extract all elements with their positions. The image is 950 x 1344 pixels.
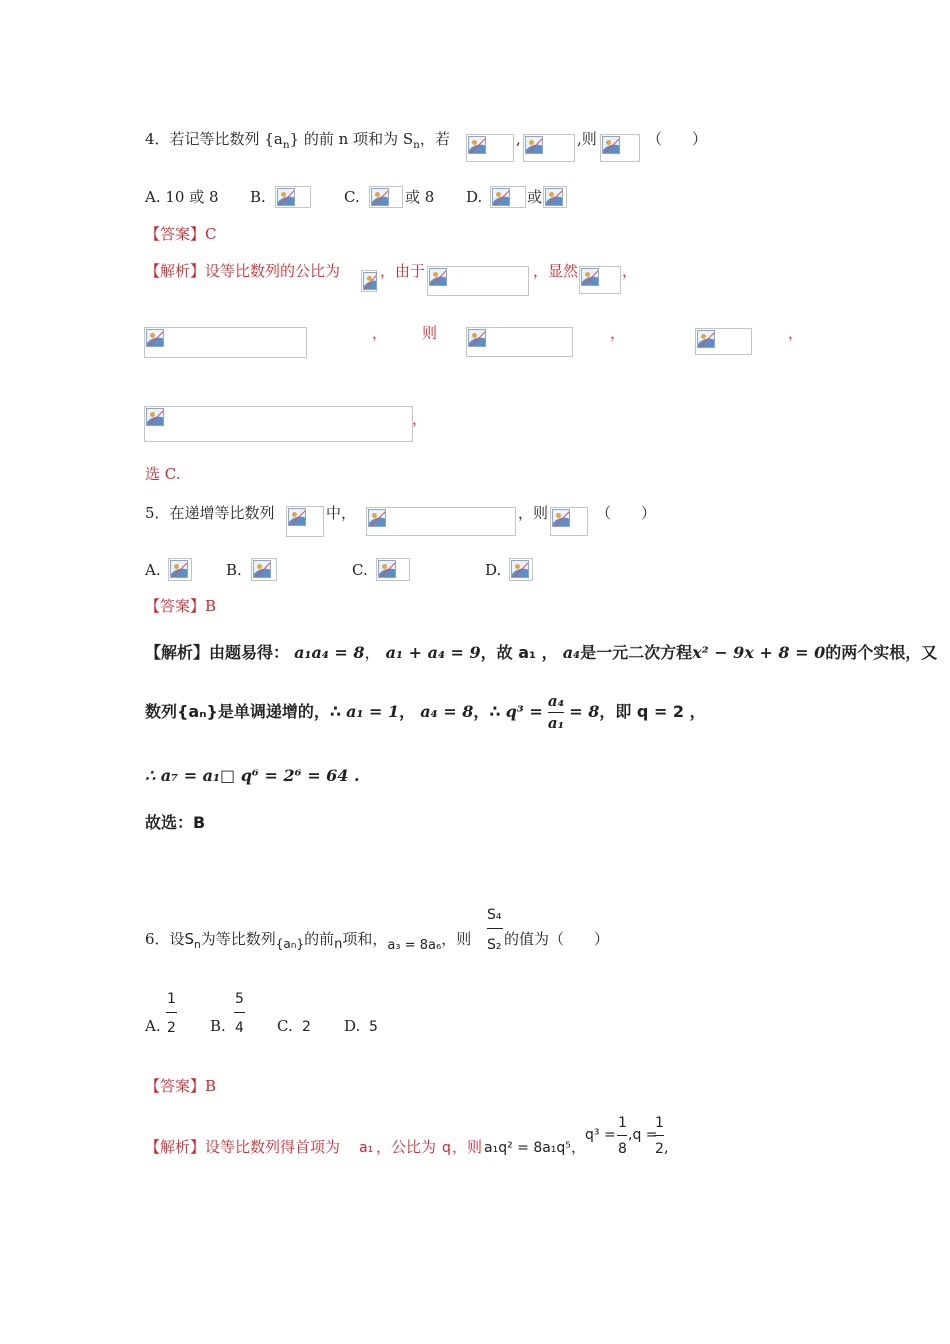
- q5-mid-1: ，故 a₁ ，: [480, 643, 558, 662]
- broken-image-icon: [144, 327, 307, 358]
- q6-sn: S: [184, 930, 195, 948]
- q6-eq-1: a₁q² = 8a₁q⁵: [484, 1140, 571, 1156]
- q6-stem: [145, 932, 471, 952]
- fraction-bar: [487, 928, 503, 929]
- q5-sep-1: ，: [364, 643, 381, 662]
- q5-eq-6-left: q³ =: [505, 702, 543, 721]
- q5-option-a: A.: [145, 561, 161, 579]
- q6-stem-a: 6．设: [145, 930, 185, 948]
- q4-paren: （ ）: [647, 130, 708, 148]
- q4-stem-text-b: } 的前 n 项和为 S: [289, 130, 414, 148]
- q6-a1: a₁: [359, 1140, 374, 1156]
- fraction-bar: [166, 1012, 177, 1013]
- q5-sep-3: ，∴: [473, 702, 501, 721]
- q5-option-c: C.: [352, 561, 368, 579]
- q6-stem-e: ，则: [441, 930, 472, 948]
- broken-image-icon: [376, 558, 410, 581]
- broken-image-icon: [427, 266, 529, 296]
- q4-option-b: B.: [250, 188, 266, 206]
- q6-an-sub: n: [290, 941, 297, 951]
- broken-image-icon: [286, 506, 324, 537]
- q5-option-d: D.: [485, 561, 502, 579]
- broken-image-icon: [695, 328, 752, 355]
- q5-answer: 【答案】B: [145, 597, 217, 615]
- q5-stem-c: ，则: [518, 504, 549, 522]
- q4-line2-comma-1: ，: [372, 324, 388, 342]
- q5-sep-2: ，: [399, 702, 416, 721]
- q5-eq-3: x² − 9x + 8 = 0: [692, 643, 826, 662]
- q4-analysis-label: 【解析】设等比数列的公比为: [145, 262, 341, 280]
- q4-stem-sub: n: [282, 139, 290, 151]
- broken-image-icon: [275, 186, 311, 208]
- q6-option-b-den: 4: [235, 1020, 244, 1036]
- q4-option-c: C.: [344, 188, 360, 206]
- q6-mid-1: ，公比为: [376, 1138, 437, 1156]
- q5-a4: a₄: [562, 643, 581, 662]
- q5-line2-a: 数列{aₙ}是单调递增的，∴: [145, 702, 342, 721]
- q6-option-a: A.: [145, 1017, 161, 1035]
- q6-stem-c: 的前: [304, 930, 335, 948]
- q6-an: {a: [275, 937, 291, 951]
- broken-image-icon: [144, 406, 413, 442]
- q6-option-b: B.: [210, 1017, 226, 1035]
- q5-eq-6-right: = 8: [569, 702, 600, 721]
- q6-eq-3-den: 2: [655, 1141, 664, 1157]
- q6-sn-sub: n: [194, 939, 201, 951]
- q6-eq-2-den: 8: [618, 1141, 627, 1157]
- q4-line3-comma: ，: [412, 410, 428, 428]
- q6-ratio-denominator: S₂: [487, 937, 502, 953]
- q6-option-c-value: 2: [302, 1019, 311, 1035]
- q4-comma-1: ,: [516, 130, 521, 148]
- q5-eq-4: a₁ = 1: [346, 702, 400, 721]
- q4-comma-2: ,则: [577, 130, 597, 148]
- q6-stem-f: 的值为（ ）: [504, 930, 610, 948]
- q5-eq-5: a₄ = 8: [420, 702, 474, 721]
- q6-sep: ，: [571, 1138, 587, 1156]
- q6-stem-d: 项和，: [342, 930, 388, 948]
- q5-analysis-label: 【解析】由题易得：: [145, 643, 290, 662]
- q6-option-a-den: 2: [167, 1020, 176, 1036]
- q4-stem: [145, 132, 450, 151]
- q4-stem-text-a: 4．若记等比数列 {a: [145, 130, 283, 148]
- q6-option-a-num: 1: [167, 991, 176, 1007]
- q5-mid-2: 是一元二次方程: [580, 643, 693, 662]
- q4-conclusion: 选 C.: [145, 465, 181, 483]
- q6-tail: ,: [664, 1138, 669, 1156]
- q6-option-c: C.: [277, 1017, 293, 1035]
- broken-image-icon: [550, 507, 588, 536]
- broken-image-icon: [361, 270, 377, 292]
- q6-eq-3-num: 1: [655, 1115, 664, 1131]
- q5-mid-3: 的两个实根，又: [825, 643, 938, 662]
- q6-option-d-value: 5: [369, 1019, 378, 1035]
- broken-image-icon: [543, 186, 567, 208]
- q6-eq-2-num: 1: [618, 1115, 627, 1131]
- q5-analysis-line-2: [145, 693, 706, 731]
- q5-stem-b: 中，: [326, 504, 357, 522]
- q6-eq-2-mid: ,q =: [628, 1127, 658, 1143]
- q6-ratio-numerator: S₄: [487, 907, 502, 923]
- q4-stem-text-c: ，若: [419, 130, 450, 148]
- q4-answer: 【答案】C: [145, 225, 217, 243]
- q4-analysis-mid: ，由于: [380, 262, 426, 280]
- q4-option-d-mid: 或: [527, 188, 543, 206]
- q6-answer: 【答案】B: [145, 1077, 217, 1095]
- q5-option-b: B.: [226, 561, 242, 579]
- q5-line2-tail: ，即 q = 2 ，: [599, 702, 706, 721]
- q6-stem-b: 为等比数列: [200, 930, 276, 948]
- broken-image-icon: [466, 134, 514, 162]
- broken-image-icon: [369, 186, 403, 208]
- fraction-bar: [654, 1135, 664, 1136]
- broken-image-icon: [579, 266, 621, 294]
- q6-analysis-label: 【解析】设等比数列得首项为: [145, 1138, 341, 1156]
- q5-eq-6-denominator: a₁: [547, 713, 565, 732]
- q5-eq-1: a₁a₄ = 8: [294, 643, 365, 662]
- q4-analysis-tail: ，显然: [533, 262, 579, 280]
- q5-paren: （ ）: [596, 504, 657, 522]
- fraction-bar: [234, 1012, 245, 1013]
- fraction-bar: [617, 1135, 627, 1136]
- q4-option-a: A. 10 或 8: [145, 188, 219, 206]
- q6-q: q: [442, 1140, 451, 1156]
- broken-image-icon: [366, 507, 516, 536]
- q6-condition: a₃ = 8a₆: [387, 938, 442, 953]
- broken-image-icon: [490, 186, 526, 208]
- q6-eq-2-left: q³ =: [585, 1127, 616, 1143]
- broken-image-icon: [509, 558, 533, 581]
- q4-line2-ze: 则: [422, 324, 438, 342]
- broken-image-icon: [523, 134, 575, 162]
- q6-option-d: D.: [344, 1017, 361, 1035]
- q6-n: n: [334, 937, 343, 952]
- q5-eq-2: a₁ + a₄ = 9: [385, 643, 481, 662]
- q5-eq-6-numerator: a₄: [547, 692, 565, 710]
- fraction-bar: [548, 712, 564, 713]
- q4-analysis-tail-comma: ，: [622, 262, 638, 280]
- q6-option-b-num: 5: [235, 991, 244, 1007]
- q5-conclusion: 故选：B: [145, 813, 206, 832]
- q5-analysis-line-3: ∴ a₇ = a₁□ q⁶ = 2⁶ = 64 .: [145, 766, 360, 785]
- q4-option-d: D.: [466, 188, 483, 206]
- broken-image-icon: [168, 558, 192, 581]
- q4-stem-sub2: n: [413, 139, 420, 151]
- broken-image-icon: [600, 134, 640, 162]
- q5-eq-6-fraction: [548, 693, 564, 731]
- q6-an-close: }: [296, 937, 305, 951]
- broken-image-icon: [251, 558, 277, 581]
- broken-image-icon: [466, 327, 573, 357]
- q4-line2-comma-2: ，: [610, 324, 626, 342]
- q5-analysis-line-1: [145, 645, 937, 661]
- q4-line2-comma-3: ，: [788, 324, 804, 342]
- q5-stem-a: 5．在递增等比数列: [145, 504, 275, 522]
- q6-mid-2: ，则: [452, 1138, 483, 1156]
- q4-option-c-tail: 或 8: [405, 188, 435, 206]
